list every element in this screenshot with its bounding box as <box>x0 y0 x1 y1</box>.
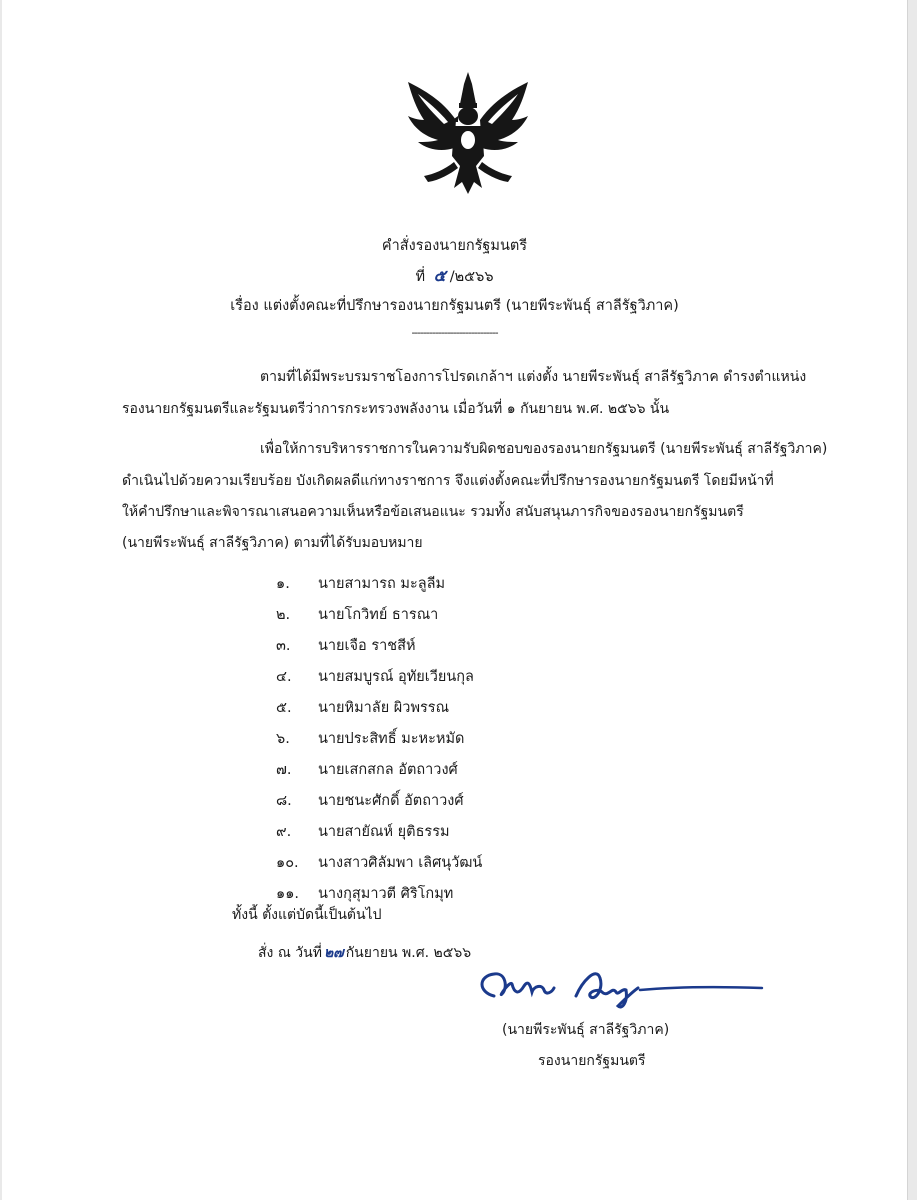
ordered-date-line <box>258 940 471 966</box>
list-item-name: นายชนะศักดิ์ อัตถาวงศ์ <box>318 793 464 809</box>
list-item-number: ๑. <box>276 576 290 592</box>
subject-line: เรื่อง แต่งตั้งคณะที่ปรึกษารองนายกรัฐมนตรี (นายพีระพันธุ์ สาลีรัฐวิภาค) <box>230 298 679 314</box>
list-item <box>276 603 438 626</box>
list-item-name: นายโกวิทย์ ธารณา <box>318 607 439 623</box>
list-item-name: นายสายัณห์ ยุติธรรม <box>318 824 450 840</box>
list-item-number: ๙. <box>276 824 292 840</box>
paragraph-2-line-1: เพื่อให้การบริหารราชการในความรับผิดชอบของรองนายกรัฐมนตรี (นายพีระพันธุ์ สาลีรัฐวิภาค) <box>260 441 828 457</box>
effective-date-line: ทั้งนี้ ตั้งแต่บัดนี้เป็นต้นไป <box>232 907 382 923</box>
signer-title: รองนายกรัฐมนตรี <box>538 1053 646 1069</box>
list-item-number: ๔. <box>276 669 292 685</box>
order-title: คำสั่งรองนายกรัฐมนตรี <box>381 238 528 254</box>
list-item-name: นายหิมาลัย ผิวพรรณ <box>318 700 450 716</box>
list-item-number: ๑๐. <box>276 855 299 871</box>
list-item-number: ๖. <box>276 731 290 747</box>
list-item <box>276 758 458 781</box>
paragraph-1-line-1: ตามที่ได้มีพระบรมราชโองการโปรดเกล้าฯ แต่งตั้ง นายพีระพันธุ์ สาลีรัฐวิภาค ดำรงตำแหน่ง <box>260 369 807 385</box>
list-item <box>276 820 450 843</box>
document-page <box>2 0 908 1200</box>
paragraph-2-line-3: ให้คำปรึกษาและพิจารณาเสนอความเห็นหรือข้อเสนอแนะ รวมทั้ง สนับสนุนภารกิจของรองนายกรัฐมนตรี <box>122 504 744 520</box>
document-number-suffix: /๒๕๖๖ <box>449 269 494 285</box>
list-item-number: ๑๑. <box>276 886 300 902</box>
list-item-number: ๗. <box>276 762 292 778</box>
document-number-handwritten: ๕ <box>433 266 446 285</box>
list-item-name: นายเสกสกล อัตถาวงศ์ <box>318 762 458 778</box>
list-item <box>276 789 464 812</box>
list-item <box>276 696 449 719</box>
list-item-number: ๓. <box>276 638 291 654</box>
paragraph-1-line-2: รองนายกรัฐมนตรีและรัฐมนตรีว่าการกระทรวงพลังงาน เมื่อวันที่ ๑ กันยายน พ.ศ. ๒๕๖๖ นั้น <box>122 401 670 417</box>
list-item-name: นายสามารถ มะลูลีม <box>318 576 446 592</box>
ordered-day-handwritten: ๒๗ <box>323 945 344 961</box>
list-item <box>276 634 416 657</box>
list-item-name: นายประสิทธิ์ มะหะหมัด <box>318 731 465 747</box>
signer-name: (นายพีระพันธุ์ สาลีรัฐวิภาค) <box>502 1022 670 1038</box>
paragraph-2-line-2: ดำเนินไปด้วยความเรียบร้อย บังเกิดผลดีแก่ทางราชการ จึงแต่งตั้งคณะที่ปรึกษารองนายกรัฐมนตรี โดยมีหน้าที่ <box>122 473 774 489</box>
garuda-emblem-icon <box>404 70 532 198</box>
separator-line: ----------------------------- <box>411 326 498 339</box>
list-item <box>276 727 464 750</box>
list-item-number: ๕. <box>276 700 292 716</box>
list-item-name: นายเจือ ราชสีห์ <box>318 638 416 654</box>
list-item-number: ๘. <box>276 793 292 809</box>
document-number-prefix: ที่ <box>415 269 425 285</box>
ordered-date-suffix: กันยายน พ.ศ. ๒๕๖๖ <box>345 945 472 961</box>
list-item-name: นายสมบูรณ์ อุทัยเวียนกุล <box>318 669 474 685</box>
document-number <box>2 264 907 289</box>
list-item <box>276 851 482 874</box>
list-item-name: นางสาวศิลัมพา เลิศนุวัฒน์ <box>318 855 483 871</box>
list-item-name: นางกุสุมาวตี ศิริโกมุท <box>318 886 454 902</box>
handwritten-signature <box>472 962 772 1012</box>
list-item <box>276 665 474 688</box>
list-item-number: ๒. <box>276 607 291 623</box>
paragraph-2-line-4: (นายพีระพันธุ์ สาลีรัฐวิภาค) ตามที่ได้รับมอบหมาย <box>122 535 423 551</box>
list-item <box>276 572 445 595</box>
ordered-date-prefix: สั่ง ณ วันที่ <box>258 945 322 961</box>
